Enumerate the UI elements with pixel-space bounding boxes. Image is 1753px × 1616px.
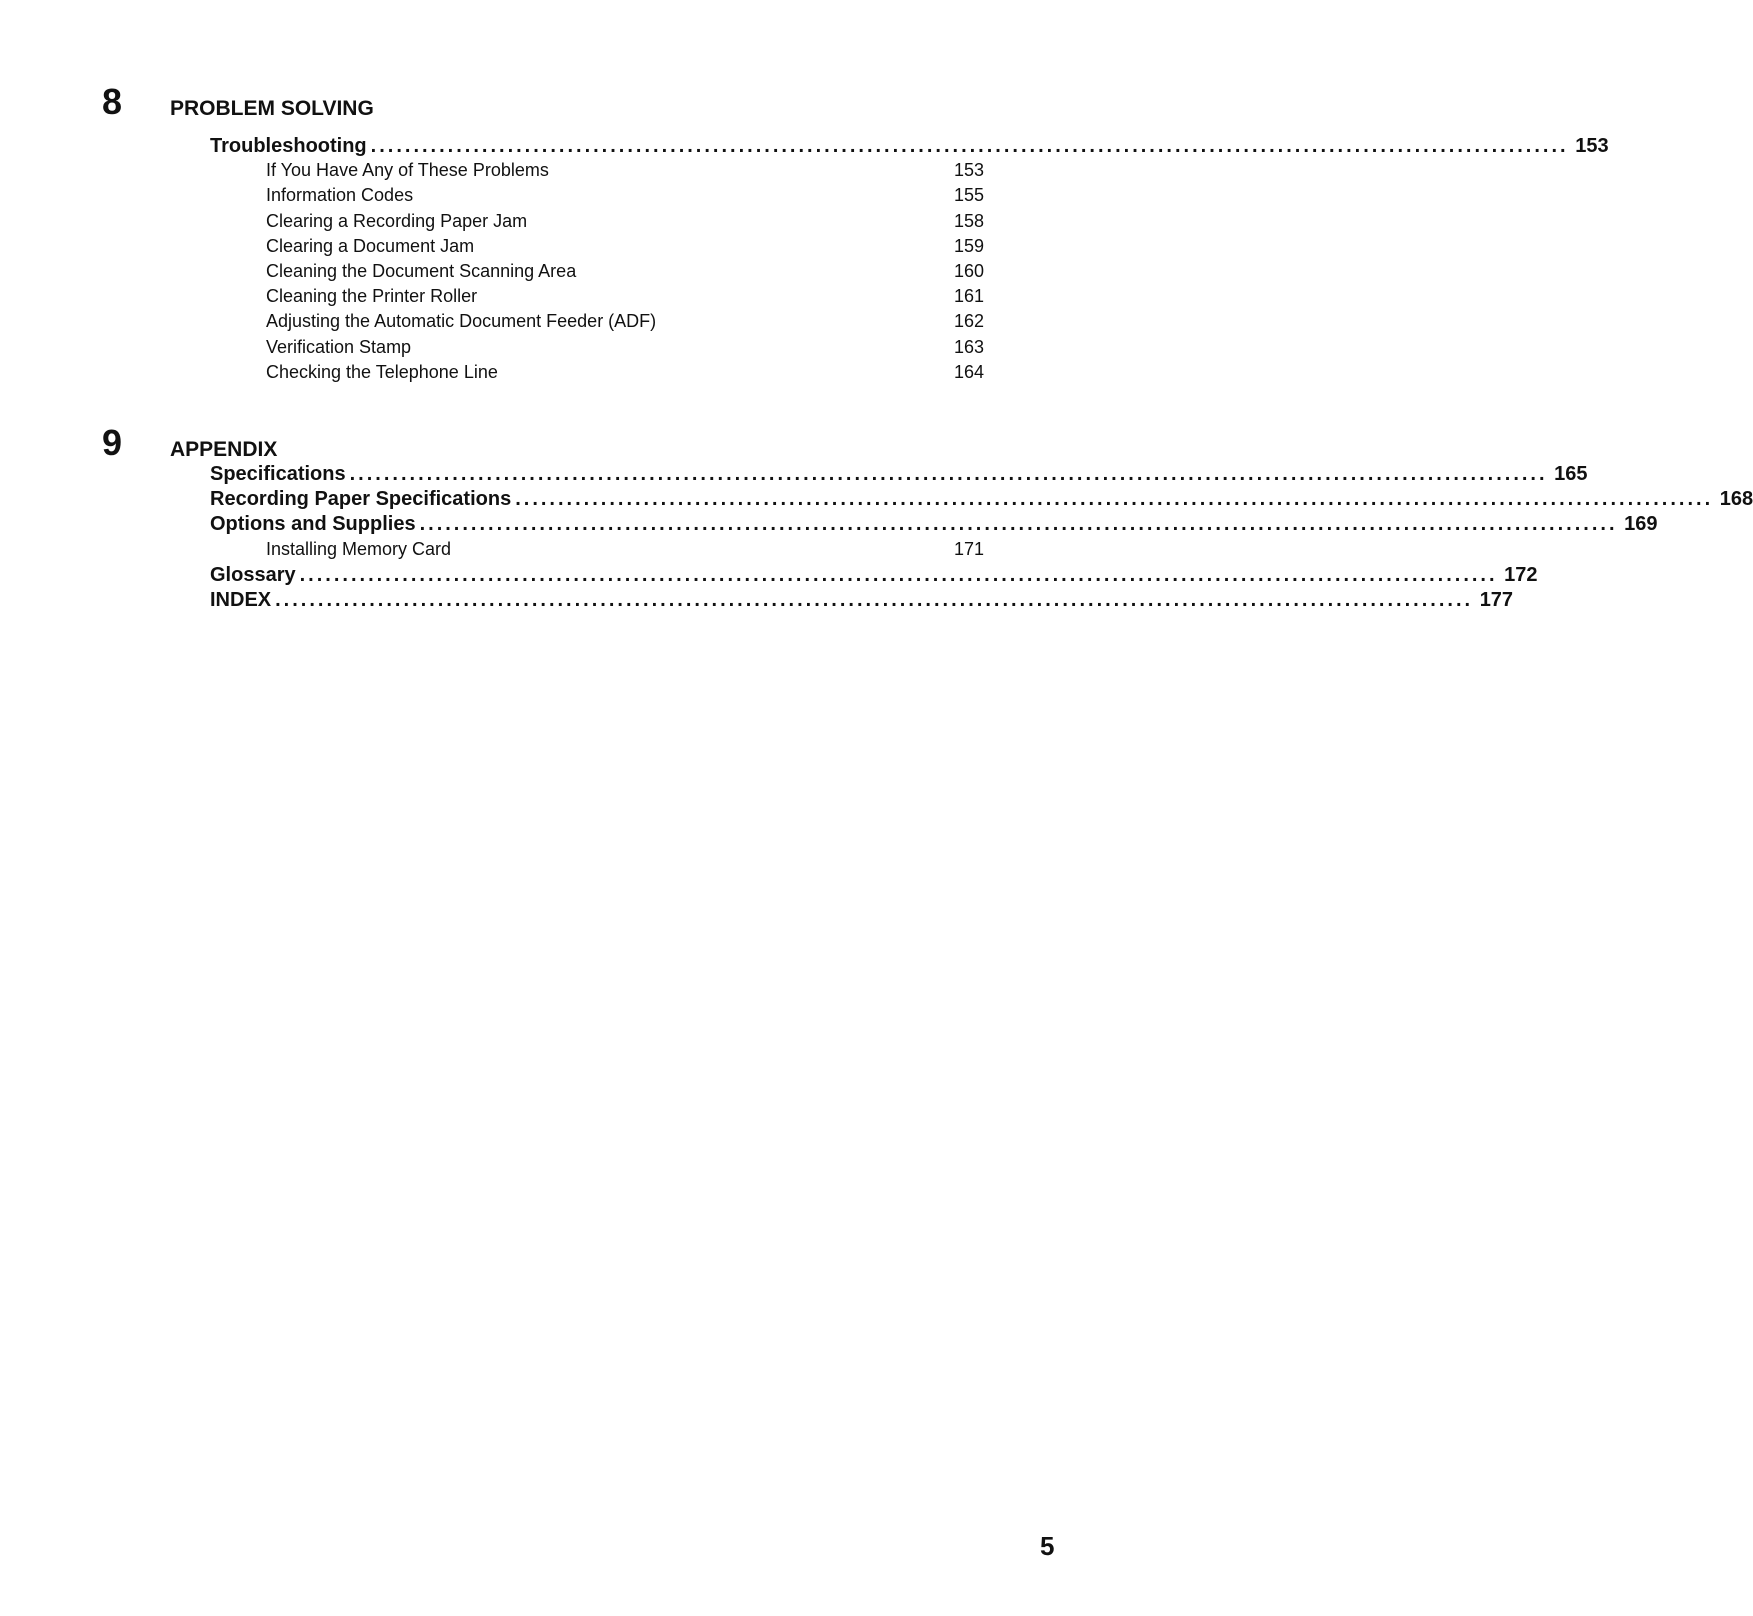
toc-page-number: 155	[953, 185, 984, 206]
toc-page-number: 164	[953, 361, 984, 382]
toc-entry-label: Options and Supplies	[210, 513, 416, 536]
toc-page-number: 172	[1504, 563, 1538, 586]
toc-heading-entry[interactable]	[210, 135, 1609, 158]
dot-leader: ............................................................................................................................................	[515, 488, 1714, 511]
toc-subentry[interactable]	[266, 337, 984, 358]
toc-entry-label: If You Have Any of These Problems	[266, 160, 549, 181]
dot-leader: ............................................................................................................................................	[299, 563, 1498, 586]
toc-page-number: 159	[953, 235, 984, 256]
chapter-number: 9	[102, 422, 123, 463]
toc-entry-label: Recording Paper Specifications	[210, 488, 512, 511]
page-number: 5	[1040, 1531, 1055, 1561]
toc-page-number: 162	[953, 311, 984, 332]
toc-entry-label: Information Codes	[266, 185, 414, 206]
toc-page-number: 163	[953, 336, 984, 357]
dot-leader: ............................................................................................................................................	[275, 589, 1474, 611]
toc-page-number: 160	[953, 261, 984, 281]
toc-subentry[interactable]	[266, 160, 984, 181]
dot-leader: ............................................................................................................................................	[370, 135, 1569, 157]
toc-entry-label: Cleaning the Document Scanning Area	[266, 261, 577, 281]
toc-page-number: 161	[953, 286, 984, 307]
toc-heading-entry[interactable]	[210, 563, 1538, 587]
toc-entry-label: Clearing a Document Jam	[266, 235, 475, 256]
toc-page-number: 153	[1575, 135, 1609, 157]
toc-entry-label: Verification Stamp	[266, 336, 412, 357]
toc-subentry[interactable]	[266, 362, 984, 383]
toc-subentry[interactable]	[266, 311, 984, 332]
toc-entry-label: Checking the Telephone Line	[266, 361, 498, 382]
chapter-title: PROBLEM SOLVING	[170, 97, 374, 120]
toc-page-number: 165	[1554, 463, 1588, 485]
toc-entry-label: Specifications	[210, 463, 346, 485]
toc-entry-label: Glossary	[210, 563, 296, 586]
toc-subentry[interactable]	[266, 286, 984, 307]
toc-subentry[interactable]	[266, 185, 984, 206]
toc-page-number: 153	[953, 160, 984, 181]
toc-subentry[interactable]	[266, 211, 984, 232]
toc-entry-label: INDEX	[210, 589, 272, 611]
chapter-title: APPENDIX	[170, 438, 278, 461]
toc-entry-label: Installing Memory Card	[266, 538, 452, 559]
toc-page-number: 168	[1719, 488, 1753, 511]
toc-entry-label: Cleaning the Printer Roller	[266, 286, 478, 307]
toc-heading-entry[interactable]	[210, 589, 1514, 612]
toc-page-number: 169	[1624, 513, 1658, 536]
toc-heading-entry[interactable]	[210, 513, 1658, 536]
toc-subentry[interactable]	[266, 261, 984, 282]
toc-page-number: 177	[1479, 589, 1514, 611]
toc-heading-entry[interactable]	[210, 488, 1753, 511]
toc-page-number: 158	[953, 210, 984, 231]
toc-heading-entry[interactable]	[210, 463, 1588, 486]
toc-entry-label: Troubleshooting	[210, 135, 367, 157]
toc-entry-label: Clearing a Recording Paper Jam	[266, 210, 528, 231]
dot-leader: ............................................................................................................................................	[419, 513, 1618, 536]
chapter-number: 8	[102, 81, 123, 122]
toc-subentry[interactable]	[266, 539, 984, 560]
toc-entry-label: Adjusting the Automatic Document Feeder (ADF)	[266, 311, 657, 332]
toc-subentry[interactable]	[266, 236, 984, 257]
dot-leader: ............................................................................................................................................	[349, 463, 1548, 485]
toc-page-number: 171	[953, 538, 984, 559]
